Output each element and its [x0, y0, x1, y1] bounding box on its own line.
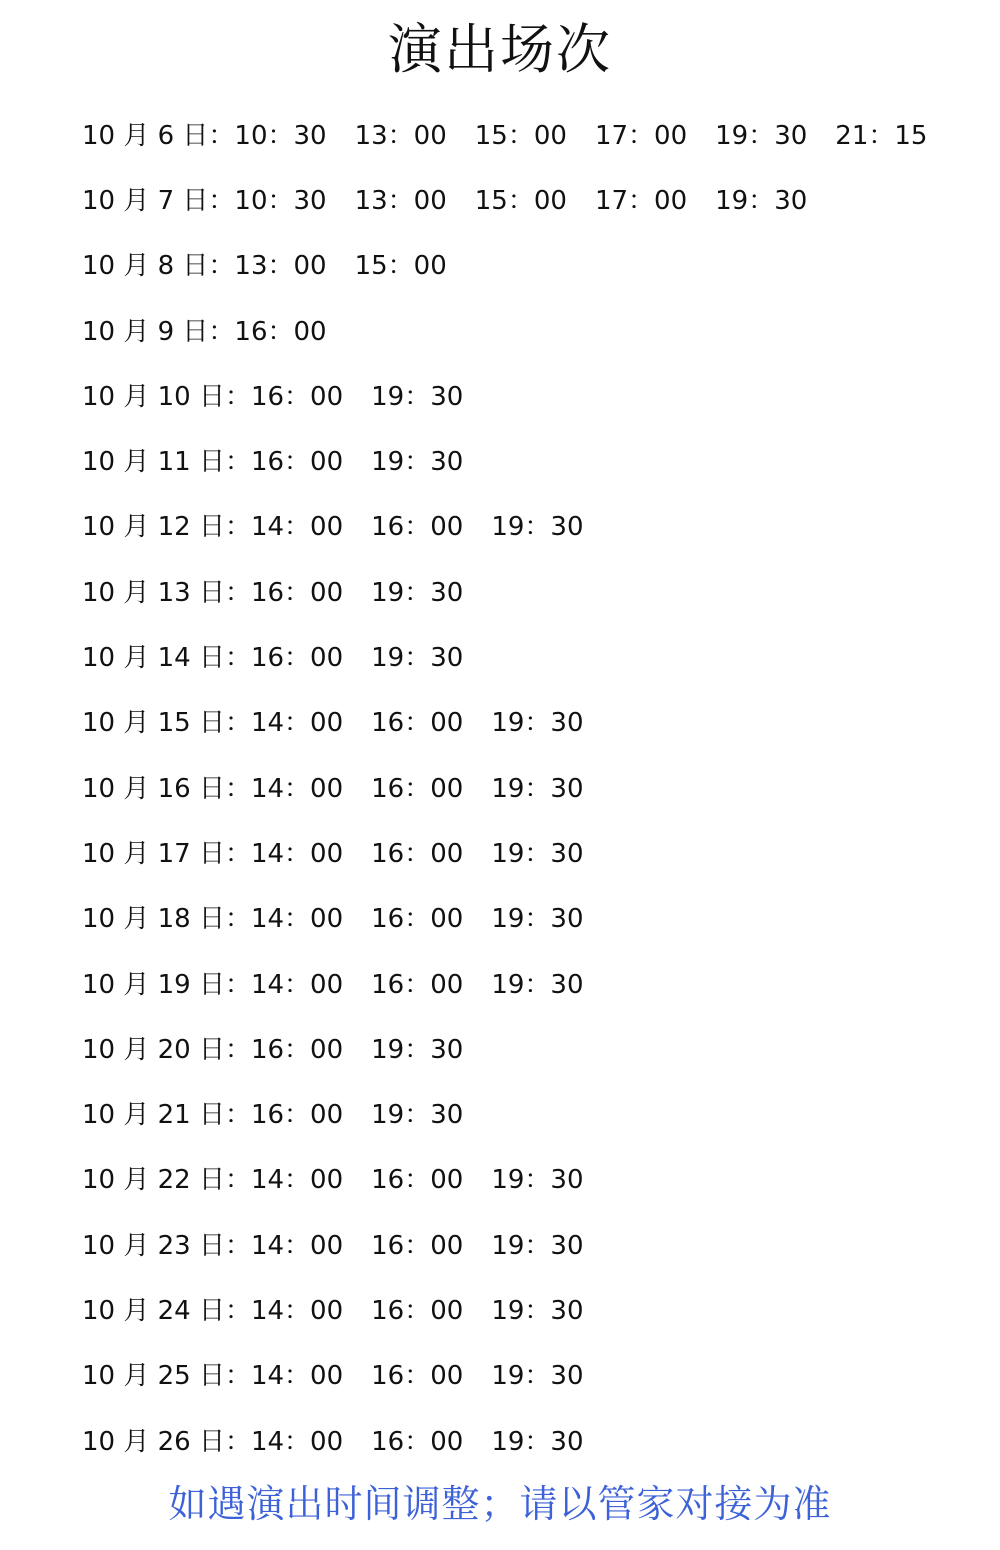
showtime: 14：00: [250, 838, 344, 869]
schedule-date: 10 月 21 日：: [82, 1100, 251, 1131]
showtime: 14：00: [250, 1230, 344, 1261]
showtime: 21：15: [835, 120, 928, 151]
showtime: 19：30: [491, 708, 584, 739]
showtime: 16：00: [371, 1295, 464, 1326]
schedule-row: [82, 691, 982, 756]
showtime: 16：00: [250, 381, 344, 412]
schedule-row: [82, 1017, 982, 1082]
showtime: 19：30: [371, 577, 464, 608]
schedule-date: 10 月 26 日：: [82, 1426, 251, 1457]
showtime: 16：00: [250, 447, 344, 478]
schedule-row: [82, 234, 982, 299]
schedule-date: 10 月 22 日：: [82, 1165, 251, 1196]
showtime: 17：00: [594, 185, 688, 216]
schedule-date: 10 月 14 日：: [82, 643, 251, 674]
showtime: 16：00: [371, 1426, 464, 1457]
showtime: 19：30: [491, 969, 584, 1000]
showtime-list: [251, 694, 612, 752]
schedule-date: 10 月 17 日：: [82, 838, 251, 869]
showtime: 16：00: [371, 773, 464, 804]
showtime: 14：00: [250, 1165, 344, 1196]
showtime-list: [251, 368, 491, 426]
schedule-row: [82, 625, 982, 690]
showtime-list: [251, 433, 491, 491]
schedule-list: [82, 103, 982, 1474]
showtime: 16：00: [371, 1165, 464, 1196]
schedule-row: [82, 560, 982, 625]
schedule-date: 10 月 8 日：: [82, 251, 235, 282]
showtime: 13：00: [234, 251, 327, 282]
showtime: 10：30: [234, 185, 327, 216]
showtime: 15：00: [474, 120, 567, 151]
showtime: 19：30: [491, 838, 584, 869]
showtime: 13：00: [354, 120, 447, 151]
showtime-list: [251, 1086, 491, 1144]
showtime: 14：00: [250, 969, 344, 1000]
schedule-row: [82, 168, 982, 233]
showtime: 14：00: [250, 512, 344, 543]
showtime-list: [251, 1282, 612, 1340]
schedule-row: [82, 1082, 982, 1147]
showtime-list: [251, 564, 491, 622]
showtime: 19：30: [715, 120, 808, 151]
schedule-date: 10 月 9 日：: [82, 316, 235, 347]
showtime: 13：00: [354, 185, 447, 216]
schedule-date: 10 月 6 日：: [82, 120, 235, 151]
showtime: 16：00: [250, 577, 344, 608]
showtime: 16：00: [250, 643, 344, 674]
showtime: 16：00: [250, 1034, 344, 1065]
schedule-row: [82, 821, 982, 886]
schedule-date: 10 月 7 日：: [82, 185, 235, 216]
schedule-row: [82, 429, 982, 494]
schedule-row: [82, 1409, 982, 1474]
showtime: 19：30: [371, 643, 464, 674]
showtime-list: [251, 760, 612, 818]
schedule-row: [82, 103, 982, 168]
showtime: 19：30: [371, 447, 464, 478]
schedule-row: [82, 1278, 982, 1343]
showtime-list: [251, 629, 491, 687]
schedule-notice: 如遇演出时间调整；请以管家对接为准: [168, 1482, 832, 1526]
showtime-list: [251, 1347, 612, 1405]
showtime-list: [251, 1021, 491, 1079]
showtime: 19：30: [491, 512, 584, 543]
showtime: 14：00: [250, 773, 344, 804]
schedule-date: 10 月 25 日：: [82, 1361, 251, 1392]
schedule-row: [82, 952, 982, 1017]
schedule-row: [82, 495, 982, 560]
schedule-row: [82, 1344, 982, 1409]
showtime-list: [251, 825, 612, 883]
page-title: 演出场次: [388, 18, 612, 81]
showtime: 15：00: [354, 251, 447, 282]
showtime: 16：00: [371, 969, 464, 1000]
schedule-date: 10 月 16 日：: [82, 773, 251, 804]
showtime: 14：00: [250, 708, 344, 739]
showtime-list: [251, 1151, 612, 1209]
showtime: 16：00: [371, 1361, 464, 1392]
showtime: 14：00: [250, 1295, 344, 1326]
showtime: 17：00: [594, 120, 688, 151]
showtime-list: [251, 890, 612, 948]
showtime-list: [234, 172, 835, 230]
schedule-date: 10 月 24 日：: [82, 1295, 251, 1326]
schedule-date: 10 月 23 日：: [82, 1230, 251, 1261]
showtime: 16：00: [371, 512, 464, 543]
showtime: 16：00: [371, 904, 464, 935]
showtime: 19：30: [371, 1100, 464, 1131]
showtime-list: [234, 303, 354, 361]
showtime: 19：30: [491, 1165, 584, 1196]
showtime: 19：30: [491, 1361, 584, 1392]
showtime: 16：00: [371, 708, 464, 739]
showtime: 19：30: [491, 904, 584, 935]
showtime-list: [234, 237, 474, 295]
showtime: 16：00: [250, 1100, 344, 1131]
showtime: 19：30: [371, 1034, 464, 1065]
schedule-date: 10 月 15 日：: [82, 708, 251, 739]
showtime: 19：30: [371, 381, 464, 412]
showtime: 19：30: [491, 1230, 584, 1261]
showtime: 19：30: [491, 1426, 584, 1457]
schedule-date: 10 月 19 日：: [82, 969, 251, 1000]
showtime: 16：00: [371, 838, 464, 869]
showtime-list: [251, 1413, 612, 1471]
showtime-list: [251, 498, 612, 556]
showtime-list: [234, 107, 955, 165]
schedule-row: [82, 364, 982, 429]
showtime: 19：30: [491, 1295, 584, 1326]
schedule-row: [82, 299, 982, 364]
schedule-row: [82, 756, 982, 821]
schedule-date: 10 月 12 日：: [82, 512, 251, 543]
showtime: 14：00: [250, 904, 344, 935]
schedule-date: 10 月 11 日：: [82, 447, 251, 478]
schedule-row: [82, 887, 982, 952]
showtime: 16：00: [371, 1230, 464, 1261]
showtime-list: [251, 956, 612, 1014]
showtime: 19：30: [491, 773, 584, 804]
schedule-row: [82, 1213, 982, 1278]
schedule-date: 10 月 20 日：: [82, 1034, 251, 1065]
schedule-date: 10 月 18 日：: [82, 904, 251, 935]
showtime: 15：00: [474, 185, 567, 216]
showtime: 16：00: [234, 316, 327, 347]
schedule-row: [82, 1148, 982, 1213]
showtime-list: [251, 1217, 612, 1275]
schedule-date: 10 月 13 日：: [82, 577, 251, 608]
showtime: 10：30: [234, 120, 327, 151]
schedule-date: 10 月 10 日：: [82, 381, 251, 412]
showtime: 14：00: [250, 1361, 344, 1392]
showtime: 14：00: [250, 1426, 344, 1457]
showtime: 19：30: [715, 185, 808, 216]
